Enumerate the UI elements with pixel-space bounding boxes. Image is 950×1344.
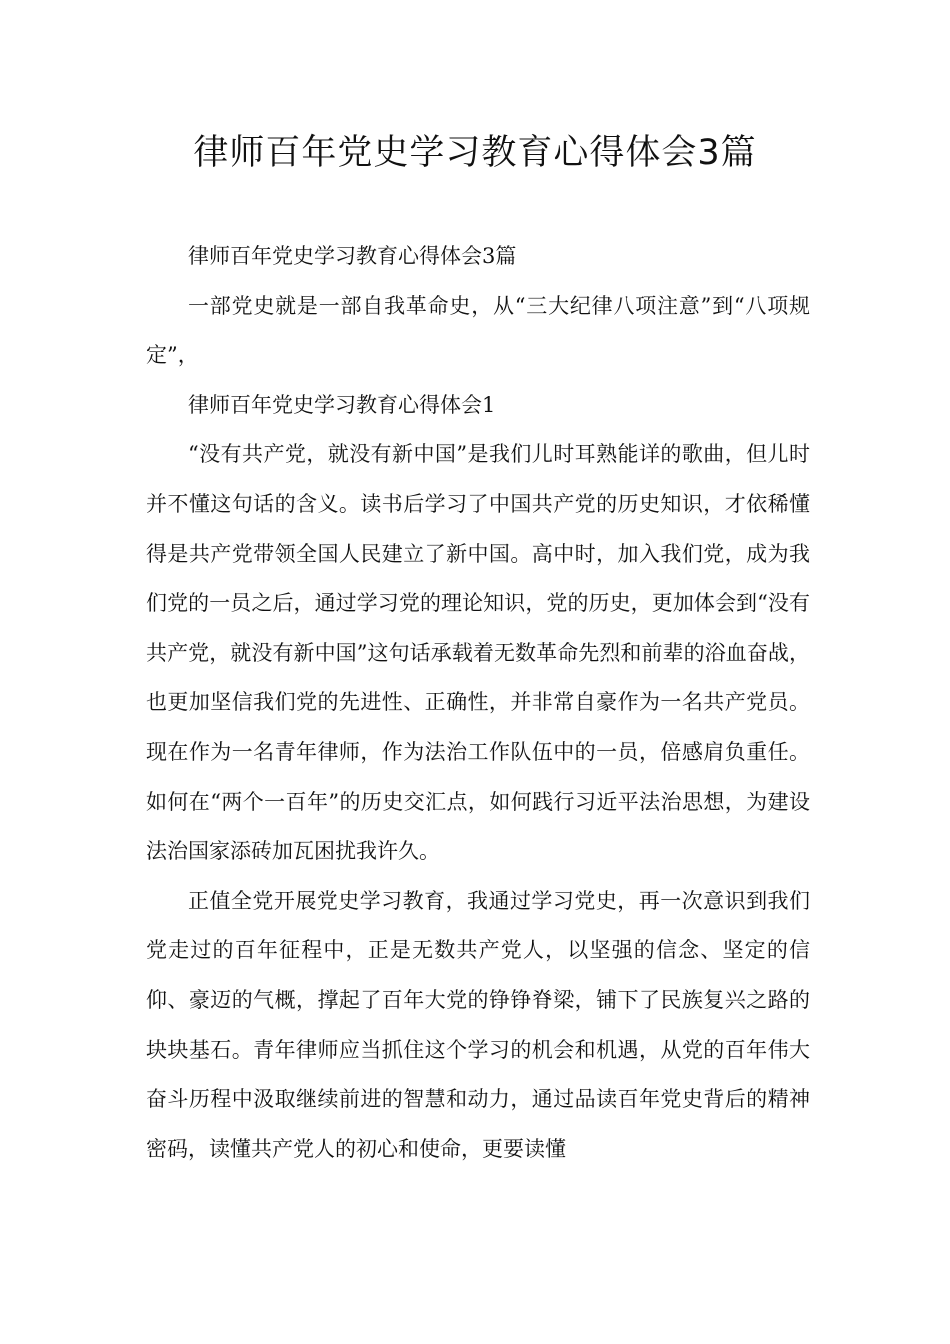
subtitle-paragraph: 律师百年党史学习教育心得体会3篇 [188, 244, 517, 268]
body-paragraph-2: 正值全党开展党史学习教育，我通过学习党史，再一次意识到我们党走过的百年征程中，正是无数共产党人，以坚强的信念、坚定的信仰、豪迈的气概，撑起了百年大党的铮铮脊梁，铺下了民族复兴之路的块块基石。青年律师应当抓住这个学习的机会和机遇，从党的百年伟大奋斗历程中汲取继续前进的智慧和动力，通过品读百年党史背后的精神密码，读懂共产党人的初心和使命，更要读懂 [146, 888, 810, 1161]
intro-paragraph: 一部党史就是一部自我革命史，从“三大纪律八项注意”到“八项规定”， [146, 293, 810, 368]
section-heading-paragraph: 律师百年党史学习教育心得体会1 [188, 392, 496, 417]
body-paragraph-1: “没有共产党，就没有新中国”是我们儿时耳熟能详的歌曲，但儿时并不懂这句话的含义。读书后学习了中国共产党的历史知识，才依稀懂得是共产党带领全国人民建立了新中国。高中时，加入我们党，成为我们党的一员之后，通过学习党的理论知识，党的历史，更加体会到“没有共产党，就没有新中国”这句话承载着无数革命先烈和前辈的浴血奋战，也更加坚信我们党的先进性、正确性，并非常自豪作为一名共产党员。现在作为一名青年律师，作为法治工作队伍中的一员，倍感肩负重任。如何在“两个一百年”的历史交汇点，如何践行习近平法治思想，为建设法治国家添砖加瓦困扰我许久。 [146, 442, 810, 864]
document-body [146, 232, 810, 1174]
document-title: 律师百年党史学习教育心得体会3篇 [193, 133, 757, 173]
